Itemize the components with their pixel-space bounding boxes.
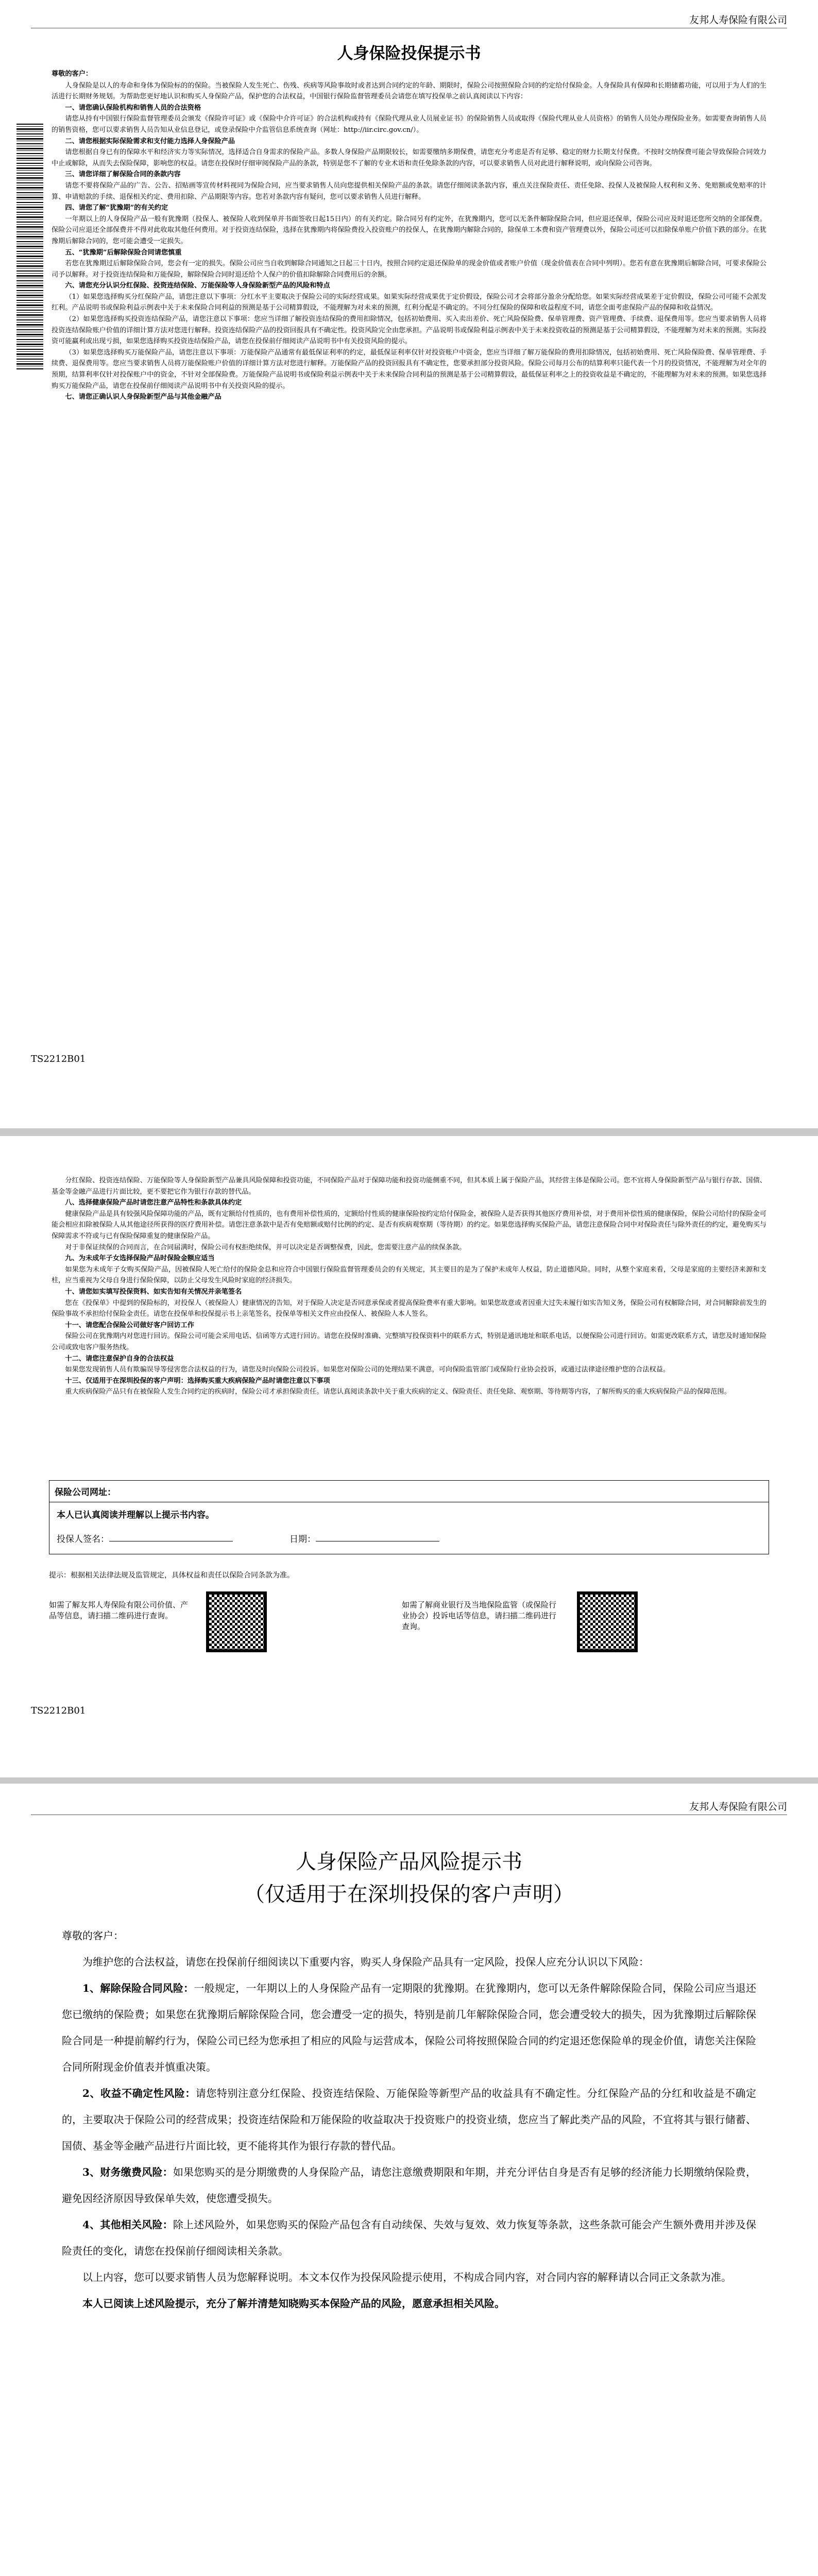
page-2 (0, 1136, 818, 1777)
section-paragraph: 您在《投保单》中提到的保险标的，对投保人（被保险人）健康情况的告知，对于保险人决定是否同意承保或者提高保险费率有重大影响。如果您故意或者因重大过失未履行如实告知义务，保险公司有权解除合同，对合同解除前发生的保险事故不承担给付保险金责任。请您在投保单和投保提示书上亲笔签名，投保单等相关文件应由投保人、被保险人本人签名。 (52, 1299, 766, 1318)
risk-3 (62, 2159, 756, 2212)
doc-code: TS2212B01 (31, 1705, 86, 1716)
risk-1 (62, 1975, 756, 2080)
qr-code-company[interactable] (206, 1591, 267, 1652)
section-heading: 六、请您充分认识分红保险、投资连结保险、万能保险等人身保险新型产品的风险和特点 (65, 282, 330, 290)
risk-4 (62, 2212, 756, 2264)
section-paragraph: 对于非保证续保的合同而言，在合同届满时，保险公司有权拒绝续保，并可以决定是否调整保费，因此，您需要注意产品的续保条款。 (65, 1243, 466, 1251)
confirm-note: 提示：根据相关法律法规及监管规定，具体权益和责任以保险合同条款为准。 (49, 1571, 294, 1580)
section-heading: 四、请您了解“犹豫期”的有关约定 (65, 204, 168, 212)
section-heading: 一、请您确认保险机构和销售人员的合法资格 (65, 104, 201, 112)
section-paragraph: 健康保险产品是具有较强风险保障功能的产品，既有定额给付性质的，也有费用补偿性质的，定额给付性质的健康保险按约定给付保险金，被保险人是否获得其他医疗费用补偿，对于费用补偿性质的健康保险，保险公司给付的保险金可能会相应扣除被保险人从其他途径所获得的医疗费用补偿。请您注意条款中是否有免赔额或赔付比例的约定、是否有疾病观察期（等待期）的约定。如果您选择购买保险产品，请您注意保险合同中对保险责任与除外责任的约定，避免购买与保障需求不符或与已有保险保障重复的健康保险产品。 (52, 1210, 766, 1240)
confirm-statement: 本人已认真阅读并理解以上提示书内容。 (57, 1510, 214, 1520)
document-body (52, 68, 766, 403)
risk-label: 1、解除保险合同风险： (82, 1982, 194, 1994)
page-subtitle: （仅适用于在深圳投保的客户声明） (244, 1883, 574, 1906)
title-block (0, 1845, 818, 1907)
document-body (52, 1175, 766, 1398)
section-heading: 十二、请您注意保护自身的合法权益 (65, 1354, 174, 1363)
intro-paragraph: 为维护您的合法权益，请您在投保前仔细阅读以下重要内容，购买人身保险产品具有一定风险，投保人应充分认识以下风险： (82, 1956, 649, 1968)
section-paragraph: 保险公司在犹豫期内对您进行回访。保险公司可能会采用电话、信函等方式进行回访。请您在投保时准确、完整填写投保资料中的联系方式，特别是通讯地址和联系电话，以便保险公司进行回访。如需更改联系方式，请您及时通知保险公司或致电客户服务热线。 (52, 1332, 766, 1351)
section-paragraph: 分红保险、投资连结保险、万能保险等人身保险新型产品兼具风险保障和投资功能，不同保险产品对于保障功能和投资功能侧重不同，但其本质上属于保险产品，其经营主体是保险公司。您不宜将人身保险新型产品与银行存款、国债、基金等金融产品进行片面比较，更不要把它作为银行存款的替代品。 (52, 1177, 766, 1196)
closing-paragraph: 以上内容，您可以要求销售人员为您解释说明。本文本仅作为投保风险提示使用，不构成合同内容，对合同内容的解释请以合同正文条款为准。 (82, 2271, 731, 2283)
confirmation-box (49, 1480, 769, 1554)
page-3 (0, 1784, 818, 2576)
company-name: 友邦人寿保险有限公司 (689, 1801, 787, 1812)
section-paragraph: 请您不要将保险产品的广告、公告、招贴画等宣传材料视同为保险合同，应当要求销售人员向您提供相关保险产品的条款。请您仔细阅读条款内容，重点关注保险责任、责任免除、投保人及被保险人权利和义务、免赔额或免赔率的计算、申请赔款的手续、退保相关约定、费用扣除、产品期限等内容。您若对条款内容有疑问，您可以要求销售人员进行解释。 (52, 181, 766, 201)
risk-label: 2、收益不确定性风险： (82, 2087, 196, 2099)
page-title: 人身保险产品风险提示书 (296, 1850, 522, 1874)
risk-label: 4、其他相关风险： (82, 2218, 173, 2231)
signer-label: 投保人签名： (57, 1534, 109, 1545)
confirm-header: 保险公司网址： (49, 1481, 769, 1502)
section-heading: 十三、仅适用于在深圳投保的客户声明：选择购买重大疾病保险产品时请您注意以下事项 (65, 1377, 330, 1385)
section-paragraph: （3）如果您选择购买万能保险产品，请您注意以下事项：万能保险产品通常有最低保证利率的约定，最低保证利率仅针对投资账户中资金，您应当详细了解万能保险的费用扣除情况，包括初始费用、死亡风险保险费、保单管理费、手续费、退保费用等。您应当要求销售人员将万能保险账户价值的详细计算方法对您进行解释。万能保险产品的投资回报具有不确定性，您要承担部分投资风险。保险公司每月公布的结算利率只能代表一个月的投资情况，不能理解为对全年的预期，结算利率仅针对投保账户中的资金，不针对全部保险费。万能保险产品说明书或保险利益示例表中关于未来保险合同利益的预测是基于公司精算假设，最低保证利率之上的投资收益是不确定的，不能理解为对未来的预测。如果您选择购买万能保险产品，请您在投保前仔细阅读产品说明书中有关投资风险的提示。 (52, 348, 766, 390)
section-paragraph: （2）如果您选择购买投资连结保险产品，请您注意以下事项：您应当详细了解投资连结保险的费用扣除情况，包括初始费用、买入卖出差价、死亡风险保险费、保单管理费、资产管理费、手续费、退保费用等。您应当要求销售人员将投资连结保险账户价值的详细计算方法对您进行解释。投资连结保险产品的投资回报具有不确定性。投资风险完全由您承担。产品说明书或保险利益示例表中关于未来投资收益的预测是基于公司精算假设，不能理解为对未来的预测。实际投资可能赢利或出现亏损，如果您选择购买投资连结保险产品，请您在投保前仔细阅读产品说明书中有关投资风险的提示。 (52, 315, 766, 346)
intro-paragraph: 人身保险是以人的寿命和身体为保险标的的保险。当被保险人发生死亡、伤残、疾病等风险事故时或者达到合同约定的年龄、期限时，保险公司按照保险合同的约定给付保险金。人身保险具有保障和长期储蓄功能，可以用于为人们的生活进行长期财务规划。为帮助您更好地认识和购买人身保险产品，保护您的合法权益，中国银行保险监督管理委员会请您在填写投保单之前认真阅读以下内容： (52, 81, 766, 101)
section-paragraph: （1）如果您选择购买分红保险产品，请您注意以下事项：分红水平主要取决于保险公司的实际经营成果。如果实际经营成果优于定价假设，保险公司才会将部分盈余分配给您。如果实际经营成果差于定价假设，保险公司可能不会派发红利。产品说明书或保险利益示例表中关于未来保险合同利益的预测是基于公司精算假设，不能理解为对未来的预测，红利分配是不确定的。不同分红保险的保障和收益程度不同，请您全面考虑保险产品的保障和收益情况。 (52, 293, 766, 312)
section-paragraph: 重大疾病保险产品只有在被保险人发生合同约定的疾病时，保险公司才承担保险责任。请您认真阅读条款中关于重大疾病的定义、保险责任、责任免除、观察期、等待期等内容，了解所购买的重大疾病保险产品的保障范围。 (65, 1388, 731, 1396)
risk-label: 3、财务缴费风险： (82, 2166, 173, 2178)
greeting: 尊敬的客户： (62, 1929, 124, 1942)
section-paragraph: 请您根据自身已有的保障水平和经济实力等实际情况，选择适合自身需求的保险产品。多数人身保险产品期限较长，如需要缴纳多期保费，请您充分考虑是否有足够、稳定的财力长期支付保费。不按时交纳保费可能会导致保险合同效力中止或解除，从而失去保险保障，影响您的权益。请您在投保时仔细审阅保险产品的条款，特别是您不了解的专业术语和责任免除条款的内容，可以要求销售人员对此进行解释说明，或向保险公司咨询。 (52, 148, 766, 167)
section-heading: 十一、请您配合保险公司做好客户回访工作 (65, 1321, 194, 1329)
section-heading: 九、为未成年子女选择保险产品时保险金额应适当 (65, 1255, 215, 1263)
risk-text: 一般规定，一年期以上的人身保险产品有一定期限的犹豫期。在犹豫期内，您可以无条件解除保险合同，保险公司应当退还您已缴纳的保险费；如果您在犹豫期后解除保险合同，您会遭受一定的损失，特别是前几年解除保险合同，您会遭受较大的损失，因为犹豫期过后解除保险合同是一种提前解约行为，保险公司已经为您承担了相应的风险与运营成本，保险公司将按照保险合同的约定退还您保险单的现金价值，请您关注保险合同所附现金价值表并慎重决策。 (62, 1982, 757, 2073)
declaration: 本人已阅读上述风险提示，充分了解并清楚知晓购买本保险产品的风险，愿意承担相关风险。 (82, 2297, 505, 2310)
qr-caption-regulator: 如需了解商业银行及当地保险监管（或保险行业协会）投诉电话等信息，请扫描二维码进行查询。 (402, 1600, 557, 1631)
signature-line[interactable] (109, 1532, 233, 1541)
date-line[interactable] (316, 1532, 439, 1541)
section-heading: 七、请您正确认识人身保险新型产品与其他金融产品 (65, 393, 221, 401)
section-heading: 二、请您根据实际保险需求和支付能力选择人身保险产品 (65, 137, 235, 145)
company-name: 友邦人寿保险有限公司 (689, 14, 787, 26)
qr-caption-company: 如需了解友邦人寿保险有限公司价值、产品等信息，请扫描二维码进行查询。 (49, 1600, 189, 1620)
document-body (62, 1923, 756, 2317)
risk-text: 如果您购买的是分期缴费的人身保险产品，请您注意缴费期限和年期，并充分评估自身是否有足够的经济能力长期缴纳保险费，避免因经济原因导致保单失效，使您遭受损失。 (62, 2166, 757, 2205)
doc-code: TS2212B01 (31, 1054, 86, 1064)
risk-text: 除上述风险外，如果您购买的保险产品包含有自动续保、失效与复效、效力恢复等条款，这些条款可能会产生额外费用并涉及保险责任的变化，请您在投保前仔细阅读相关条款。 (62, 2218, 757, 2257)
signature-row (49, 1526, 769, 1554)
title-block (0, 40, 818, 63)
section-paragraph: 一年期以上的人身保险产品一般有犹豫期（投保人、被保险人收到保单并书面签收日起15日内）的有关约定。除合同另有约定外，在犹豫期内，您可以无条件解除保险合同，但应退还保单，保险公司应及时退还您所交纳的全部保费。保险公司应退还全部保费并不得对此收取其他任何费用。对于投资连结保险，选择在犹豫期内将保险费投入投资账户的投保人，在犹豫期内解除合同的，除保单工本费和资产管理费以外，保险公司还可以扣除保单账户价值下跌的部分。在犹豫期后解除合同的，您可能会遭受一定损失。 (52, 215, 766, 245)
page-1 (0, 0, 818, 1128)
section-paragraph: 如果您发现销售人员有欺骗误导等侵害您合法权益的行为，请您及时向保险公司投诉。如果您对保险公司的处理结果不满意，可向保险监管部门或保险行业协会投诉，或通过法律途径维护您的合法权益。 (65, 1366, 670, 1374)
risk-2 (62, 2080, 756, 2159)
section-heading: 十、请您如实填写投保资料、如实告知有关情况并亲笔签名 (65, 1287, 242, 1296)
section-heading: 三、请您详细了解保险合同的条款内容 (65, 171, 181, 179)
section-paragraph: 如果您为未成年子女购买保险产品，因被保险人死亡给付的保险金总和应符合中国银行保险监督管理委员会的有关规定，其主要目的是为了保护未成年人权益，防止道德风险。同时，从整个家庭来看，父母是家庭的主要经济来源和支柱，应当重视为父母自身进行保险保障，以防止父母发生风险时家庭的经济损失。 (52, 1265, 766, 1285)
section-paragraph: 请您从持有中国银行保险监督管理委员会颁发《保险许可证》或《保险中介许可证》的合法机构或持有《保险代理从业人员展业证书》的保险销售人员或取得《保险代理从业人员资格》的销售人员处办理保险业务。如需要查询销售人员的销售资格，您可以要求销售人员告知从业信息登记，或登录保险中介监管信息系统查询（网址：http://iir.circ.gov.cn/）。 (52, 115, 766, 134)
section-heading: 八、选择健康保险产品时请您注意产品特性和条款具体约定 (65, 1199, 242, 1207)
page-title: 人身保险投保提示书 (337, 44, 481, 63)
section-heading: 五、“犹豫期”后解除保险合同请您慎重 (65, 248, 182, 257)
greeting: 尊敬的客户： (52, 70, 93, 78)
risk-text: 请您特别注意分红保险、投资连结保险、万能保险等新型产品的收益具有不确定性。分红保险产品的分红和收益是不确定的，主要取决于保险公司的经营成果；投资连结保险和万能保险的收益取决于投资账户的投资业绩，您应当了解此类产品的风险，不宜将其与银行储蓄、国债、基金等金融产品进行片面比较，更不能将其作为银行存款的替代品。 (62, 2087, 757, 2152)
date-label: 日期： (289, 1534, 316, 1545)
barcode (16, 124, 43, 371)
section-paragraph: 若您在犹豫期过后解除保险合同，您会有一定的损失。保险公司应当自收到解除合同通知之日起三十日内，按照合同约定退还保险单的现金价值或者账户价值（现金价值表在合同中列明）。您若有意在犹豫期后解除合同，可要求保险公司予以解释。对于投资连结保险和万能保险，解除保险合同时退还给个人保户的价值扣除解除合同费用后的余额。 (52, 260, 766, 279)
qr-code-regulator[interactable] (577, 1591, 638, 1652)
